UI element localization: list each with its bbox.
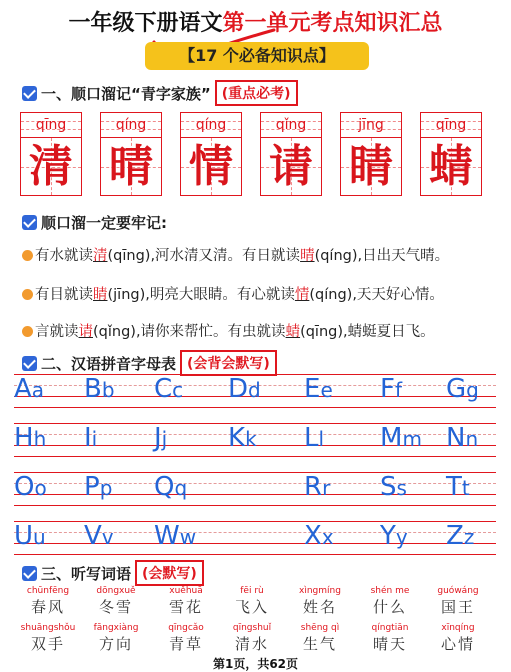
uppercase-letter: G <box>446 374 467 404</box>
word-hanzi: 雪花 <box>168 598 203 616</box>
word-hanzi: 飞入 <box>234 598 269 616</box>
dictation-word <box>360 585 420 617</box>
section2-tag: (会背会默写) <box>180 350 277 376</box>
letter-pair <box>380 421 422 456</box>
rhyme-text: 有水就读 <box>35 248 93 264</box>
char-pinyin: qíng <box>115 117 147 133</box>
uppercase-letter: O <box>14 472 35 502</box>
uppercase-letter: C <box>154 374 173 404</box>
letter-pair <box>84 372 115 407</box>
uppercase-letter: B <box>84 374 102 404</box>
dictation-word <box>222 585 282 617</box>
word-hanzi: 方向 <box>98 635 133 653</box>
letter-pair <box>14 421 46 456</box>
word-hanzi: 青草 <box>168 635 203 653</box>
letter-pair <box>84 470 112 505</box>
lowercase-letter: a <box>31 378 45 402</box>
lowercase-letter: u <box>33 525 46 549</box>
pinyin-box <box>260 112 322 138</box>
lowercase-letter: k <box>245 427 257 451</box>
rhyme-line <box>22 283 444 304</box>
word-pinyin: xìngmíng <box>299 586 341 596</box>
dictation-word <box>156 585 216 617</box>
uppercase-letter: W <box>154 521 180 551</box>
rhyme-key-char: 蜻 <box>285 324 301 340</box>
letter-pair <box>154 470 187 505</box>
tian-grid-box <box>180 138 242 196</box>
rhyme-text: (qīng),河水清又清。有日就读 <box>107 248 301 264</box>
lowercase-letter: r <box>322 476 331 500</box>
dictation-word <box>18 585 78 617</box>
letter-pair <box>304 519 334 554</box>
key-points-badge: 【17 个必备知识点】 <box>145 42 369 70</box>
section3-tag: (会默写) <box>135 560 204 586</box>
word-hanzi: 双手 <box>30 635 65 653</box>
uppercase-letter: R <box>304 472 323 502</box>
pinyin-box <box>420 112 482 138</box>
checkbox-icon <box>22 356 37 371</box>
dictation-word <box>86 622 146 654</box>
char-pinyin: qǐng <box>275 117 307 133</box>
section1-label: 一、顺口溜记“青字家族” <box>41 84 211 103</box>
letter-pair <box>446 470 470 505</box>
lowercase-letter: z <box>463 525 475 549</box>
word-pinyin: qíngtiān <box>371 623 409 633</box>
letter-pair <box>304 372 333 407</box>
uppercase-letter: H <box>14 423 34 453</box>
uppercase-letter: M <box>380 423 403 453</box>
letter-pair <box>14 519 46 554</box>
rhyme-key-char: 请 <box>78 324 93 340</box>
word-pinyin: xuěhuā <box>169 586 203 596</box>
dictation-word <box>360 622 420 654</box>
lowercase-letter: n <box>465 427 479 451</box>
tian-grid-box <box>100 138 162 196</box>
word-hanzi: 清水 <box>234 635 269 653</box>
char-card <box>20 112 82 196</box>
word-hanzi: 国王 <box>440 598 475 616</box>
rhyme-text: (qíng),日出天气晴。 <box>314 248 450 264</box>
rhyme-key-char: 清 <box>93 248 108 264</box>
page-footer: 第1页，共62页 <box>212 657 299 671</box>
char-card <box>260 112 322 196</box>
section3-label: 三、听写词语 <box>41 564 132 583</box>
dictation-word <box>18 622 78 654</box>
section1-heading <box>22 80 298 106</box>
word-pinyin: chūnfēng <box>26 586 70 596</box>
lowercase-letter: l <box>318 427 325 451</box>
dictation-word <box>222 622 282 654</box>
checkbox-icon <box>22 566 37 581</box>
word-hanzi: 冬雪 <box>98 598 133 616</box>
alphabet-row <box>14 472 496 506</box>
lowercase-letter: o <box>34 476 47 500</box>
hanzi-char: 请 <box>269 141 313 192</box>
bullet-icon <box>22 326 33 337</box>
uppercase-letter: Z <box>446 521 464 551</box>
dictation-word <box>86 585 146 617</box>
lowercase-letter: m <box>402 427 422 451</box>
letter-pair <box>446 421 478 456</box>
hanzi-char: 清 <box>29 141 73 192</box>
rhyme-text: (qīng),蜻蜓夏日飞。 <box>300 324 435 340</box>
uppercase-letter: A <box>14 374 32 404</box>
word-pinyin: qīngcǎo <box>168 623 204 633</box>
hanzi-char: 晴 <box>109 141 153 192</box>
title-unit: 第一单元考点知识汇总 <box>222 11 443 36</box>
word-pinyin: shuāngshǒu <box>20 623 76 633</box>
uppercase-letter: F <box>380 374 395 404</box>
uppercase-letter: I <box>84 423 92 453</box>
word-hanzi: 心情 <box>440 635 475 653</box>
dictation-word <box>156 622 216 654</box>
section2-label: 二、汉语拼音字母表 <box>41 354 177 373</box>
pinyin-box <box>180 112 242 138</box>
letter-pair <box>154 519 196 554</box>
uppercase-letter: J <box>154 423 162 453</box>
word-hanzi: 生气 <box>302 635 337 653</box>
letter-pair <box>228 421 257 456</box>
lowercase-letter: e <box>320 378 333 402</box>
char-card <box>340 112 402 196</box>
uppercase-letter: K <box>228 423 246 453</box>
title-grade: 一年级下册语文 <box>68 11 223 36</box>
lowercase-letter: x <box>321 525 334 549</box>
pinyin-box <box>340 112 402 138</box>
word-pinyin: guówáng <box>437 586 479 596</box>
bullet-icon <box>22 250 33 261</box>
rhyme-text: (qǐng),请你来帮忙。有虫就读 <box>93 324 286 340</box>
uppercase-letter: V <box>84 521 102 551</box>
word-pinyin: fāngxiàng <box>93 623 139 633</box>
letter-pair <box>228 372 261 407</box>
char-card <box>420 112 482 196</box>
lowercase-letter: f <box>394 378 403 402</box>
char-pinyin: qíng <box>195 117 227 133</box>
rhyme-text: 言就读 <box>35 324 79 340</box>
lowercase-letter: b <box>101 378 115 402</box>
lowercase-letter: y <box>395 525 408 549</box>
letter-pair <box>304 421 324 456</box>
letter-pair <box>380 372 402 407</box>
uppercase-letter: L <box>304 423 319 453</box>
lowercase-letter: q <box>174 476 188 500</box>
dictation-word <box>290 622 350 654</box>
lowercase-letter: g <box>466 378 479 402</box>
char-card <box>180 112 242 196</box>
rhyme-line <box>22 320 435 341</box>
dictation-word <box>428 622 488 654</box>
char-card <box>100 112 162 196</box>
tian-grid-box <box>20 138 82 196</box>
word-hanzi: 晴天 <box>372 635 407 653</box>
hanzi-char: 情 <box>189 141 233 192</box>
rhyme-key-char: 情 <box>294 287 310 303</box>
checkbox-icon <box>22 215 37 230</box>
uppercase-letter: S <box>380 472 397 502</box>
letter-pair <box>84 519 114 554</box>
letter-pair <box>154 421 167 456</box>
lowercase-letter: p <box>99 476 113 500</box>
tian-grid-box <box>260 138 322 196</box>
pinyin-box <box>20 112 82 138</box>
tian-grid-box <box>340 138 402 196</box>
word-pinyin: shén me <box>370 586 410 596</box>
letter-pair <box>446 519 474 554</box>
rhyme-key-char: 睛 <box>93 287 108 303</box>
word-hanzi: 什么 <box>372 598 407 616</box>
rhyme-text: (qíng),天天好心情。 <box>309 287 444 303</box>
letter-pair <box>14 470 47 505</box>
char-pinyin: qīng <box>435 117 467 133</box>
lowercase-letter: c <box>172 378 184 402</box>
char-pinyin: qīng <box>35 117 67 133</box>
rhyme-key-char: 晴 <box>300 248 315 264</box>
uppercase-letter: U <box>14 521 34 551</box>
bullet-icon <box>22 289 33 300</box>
letter-pair <box>84 421 97 456</box>
letter-pair <box>14 372 44 407</box>
lowercase-letter: j <box>161 427 168 451</box>
rhyme-text: (jīng),明亮大眼睛。有心就读 <box>107 287 295 303</box>
uppercase-letter: T <box>446 472 462 502</box>
uppercase-letter: D <box>228 374 249 404</box>
word-pinyin: qīngshuǐ <box>232 623 272 633</box>
uppercase-letter: P <box>84 472 100 502</box>
uppercase-letter: X <box>304 521 322 551</box>
letter-pair <box>380 519 408 554</box>
alphabet-row <box>14 423 496 457</box>
dictation-word <box>290 585 350 617</box>
alphabet-row <box>14 521 496 555</box>
char-pinyin: jīng <box>358 117 384 133</box>
word-hanzi: 春风 <box>30 598 65 616</box>
uppercase-letter: Q <box>154 472 175 502</box>
dictation-word <box>428 585 488 617</box>
word-hanzi: 姓名 <box>302 598 337 616</box>
letter-pair <box>446 372 479 407</box>
character-grid <box>20 112 500 202</box>
lowercase-letter: s <box>396 476 407 500</box>
word-pinyin: shēng qì <box>300 623 340 633</box>
uppercase-letter: Y <box>380 521 396 551</box>
word-pinyin: xīnqíng <box>441 623 475 633</box>
section1-tag: (重点必考) <box>215 80 298 106</box>
lowercase-letter: t <box>461 476 470 500</box>
checkbox-icon <box>22 86 37 101</box>
rhyme-line <box>22 244 449 265</box>
hanzi-char: 睛 <box>349 141 393 192</box>
uppercase-letter: E <box>304 374 321 404</box>
letter-pair <box>154 372 183 407</box>
rhyme-heading-label: 顺口溜一定要牢记: <box>41 214 167 232</box>
word-pinyin: dōngxuě <box>96 586 136 596</box>
letter-pair <box>304 470 330 505</box>
lowercase-letter: w <box>179 525 197 549</box>
section3-heading <box>22 560 204 586</box>
lowercase-letter: i <box>91 427 98 451</box>
rhyme-text: 有目就读 <box>35 287 93 303</box>
word-pinyin: fēi rù <box>240 586 264 596</box>
lowercase-letter: v <box>101 525 114 549</box>
alphabet-row <box>14 374 496 408</box>
uppercase-letter: N <box>446 423 466 453</box>
rhyme-heading <box>22 212 167 233</box>
letter-pair <box>380 470 407 505</box>
lowercase-letter: d <box>248 378 261 402</box>
hanzi-char: 蜻 <box>429 141 473 192</box>
tian-grid-box <box>420 138 482 196</box>
pinyin-box <box>100 112 162 138</box>
lowercase-letter: h <box>33 427 47 451</box>
